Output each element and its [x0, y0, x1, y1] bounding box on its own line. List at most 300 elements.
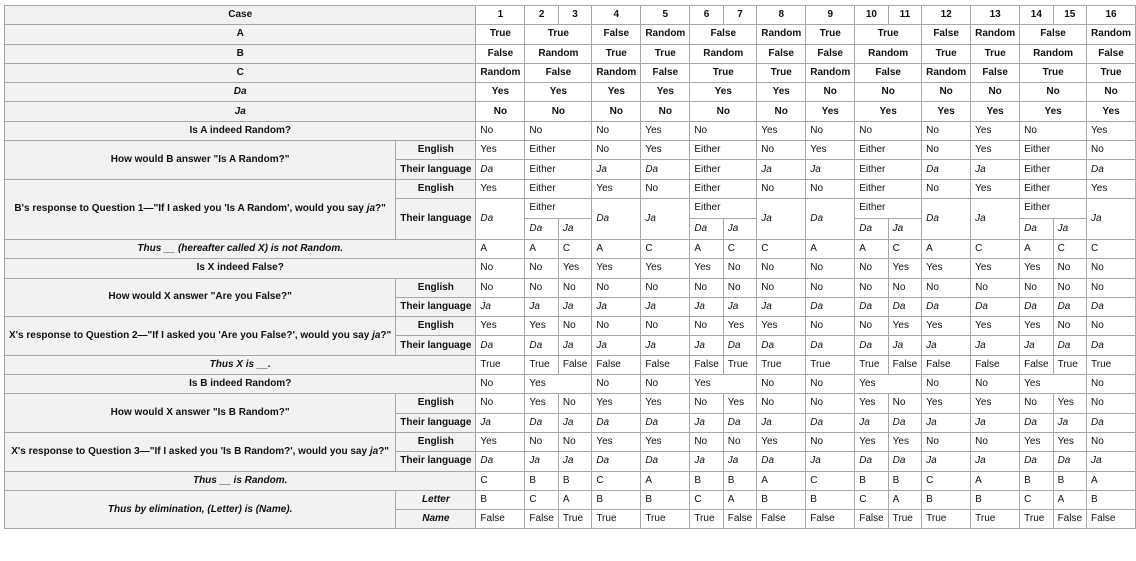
table-cell: Yes — [476, 179, 525, 198]
table-cell: Ja — [476, 413, 525, 432]
table-cell: Yes — [971, 259, 1020, 278]
table-cell: C — [723, 239, 756, 258]
table-cell: Either — [690, 179, 757, 198]
table-cell: Ja — [558, 297, 591, 316]
table-cell: B — [723, 471, 756, 490]
case-number: 6 — [690, 6, 723, 25]
table-cell: True — [525, 355, 558, 374]
table-cell: Da — [888, 413, 921, 432]
table-cell-either: Either — [1020, 199, 1086, 219]
row-label: Is A indeed Random? — [5, 121, 476, 140]
table-cell: True — [723, 355, 756, 374]
table-cell-either: Either — [525, 199, 591, 219]
table-cell: Yes — [723, 317, 756, 336]
table-cell: True — [641, 510, 690, 529]
table-cell: Ja — [723, 297, 756, 316]
row-label: C — [5, 63, 476, 82]
case-value: Yes — [922, 102, 971, 121]
row-group-label-ja: ja — [366, 203, 376, 215]
table-cell: No — [971, 375, 1020, 394]
table-cell: No — [558, 432, 591, 451]
table-cell: Da — [1053, 452, 1086, 471]
table-cell: C — [641, 239, 690, 258]
table-cell: Ja — [525, 297, 558, 316]
row-label: Da — [5, 83, 476, 102]
case-value: Yes — [1020, 102, 1087, 121]
table-cell: Da — [806, 198, 855, 239]
case-value: Random — [757, 25, 806, 44]
table-row — [5, 25, 1136, 44]
table-cell: No — [690, 121, 757, 140]
row-sublabel: English — [396, 317, 476, 336]
case-number: 10 — [855, 6, 888, 25]
table-cell: Yes — [592, 179, 641, 198]
table-cell: Ja — [971, 452, 1020, 471]
table-row — [5, 6, 1136, 25]
row-sublabel: Their language — [396, 297, 476, 316]
table-cell: True — [757, 355, 806, 374]
table-cell: No — [1087, 259, 1136, 278]
case-value: Yes — [690, 83, 757, 102]
row-sublabel: Their language — [396, 413, 476, 432]
table-cell: B — [525, 471, 558, 490]
table-cell: True — [558, 510, 591, 529]
table-cell: Yes — [971, 121, 1020, 140]
table-row — [5, 259, 1136, 278]
case-number: 13 — [971, 6, 1020, 25]
table-cell: Ja — [855, 413, 888, 432]
case-value: Random — [971, 25, 1020, 44]
case-value: No — [592, 102, 641, 121]
table-cell: B — [757, 490, 806, 509]
table-cell: Da — [641, 413, 690, 432]
table-cell: True — [1087, 355, 1136, 374]
row-label: Case — [5, 6, 476, 25]
case-value: False — [1020, 25, 1087, 44]
table-row — [5, 355, 1136, 374]
table-cell: No — [690, 432, 723, 451]
table-cell: No — [1087, 278, 1136, 297]
table-cell: Either — [855, 179, 922, 198]
table-cell: Yes — [971, 141, 1020, 160]
case-number: 14 — [1020, 6, 1053, 25]
table-cell: Ja — [641, 297, 690, 316]
table-cell: A — [888, 490, 921, 509]
table-cell: Da — [641, 452, 690, 471]
table-cell: False — [757, 510, 806, 529]
table-cell: Da — [476, 160, 525, 179]
case-value: Random — [806, 63, 855, 82]
table-cell: B — [476, 490, 525, 509]
table-cell: Da — [855, 452, 888, 471]
table-cell: No — [806, 179, 855, 198]
table-cell: False — [476, 510, 525, 529]
table-cell: Ja — [690, 297, 723, 316]
table-cell: Either — [855, 141, 922, 160]
table-cell: Da — [1087, 297, 1136, 316]
table-cell: True — [855, 355, 888, 374]
table-cell: No — [1053, 278, 1086, 297]
table-cell: Da — [806, 413, 855, 432]
case-value: Yes — [592, 83, 641, 102]
table-cell: C — [1087, 239, 1136, 258]
table-cell-subvalue: Ja — [1053, 219, 1086, 239]
case-value: True — [757, 63, 806, 82]
table-cell: No — [476, 259, 525, 278]
case-value: No — [855, 83, 922, 102]
table-cell: No — [806, 394, 855, 413]
table-cell: Da — [525, 336, 558, 355]
table-cell: Yes — [641, 121, 690, 140]
table-cell: No — [476, 375, 525, 394]
table-cell: B — [592, 490, 641, 509]
table-cell: False — [525, 510, 558, 529]
table-cell: Ja — [476, 297, 525, 316]
table-cell: False — [1087, 510, 1136, 529]
table-cell: No — [757, 394, 806, 413]
row-label: Thus __ (hereafter called X) is not Random. — [5, 239, 476, 258]
table-cell: Yes — [806, 141, 855, 160]
table-cell: Yes — [690, 259, 723, 278]
case-value: No — [757, 102, 806, 121]
table-cell: Yes — [1087, 121, 1136, 140]
table-row — [5, 239, 1136, 258]
table-cell-split — [1020, 198, 1087, 239]
table-cell: Ja — [592, 336, 641, 355]
table-cell: A — [525, 239, 558, 258]
table-cell: True — [806, 355, 855, 374]
row-sublabel: English — [396, 432, 476, 451]
table-cell: No — [476, 394, 525, 413]
table-cell: No — [1087, 394, 1136, 413]
table-cell: Ja — [806, 160, 855, 179]
table-cell: Ja — [690, 336, 723, 355]
table-cell: Ja — [558, 413, 591, 432]
table-cell: C — [1053, 239, 1086, 258]
table-cell: No — [757, 259, 806, 278]
table-cell: A — [723, 490, 756, 509]
row-label: Thus __ is Random. — [5, 471, 476, 490]
table-cell: No — [1087, 317, 1136, 336]
table-cell: No — [641, 375, 690, 394]
table-cell: Yes — [922, 259, 971, 278]
table-cell: Yes — [641, 259, 690, 278]
table-cell: Da — [525, 413, 558, 432]
table-cell: A — [690, 239, 723, 258]
table-cell: A — [922, 239, 971, 258]
table-cell: No — [1020, 121, 1087, 140]
table-row — [5, 432, 1136, 451]
table-cell: B — [1020, 471, 1053, 490]
table-cell: Ja — [558, 336, 591, 355]
case-value: Yes — [806, 102, 855, 121]
table-cell: Yes — [723, 394, 756, 413]
table-cell-subvalue: Ja — [723, 219, 756, 239]
table-cell: True — [922, 510, 971, 529]
table-cell: Yes — [1020, 259, 1053, 278]
case-value: False — [690, 25, 757, 44]
table-cell: No — [806, 317, 855, 336]
table-cell: No — [806, 278, 855, 297]
table-cell: C — [1020, 490, 1053, 509]
table-cell: Yes — [1020, 432, 1053, 451]
table-cell: No — [641, 179, 690, 198]
case-value: True — [525, 25, 592, 44]
table-cell: C — [888, 239, 921, 258]
table-cell: True — [592, 510, 641, 529]
table-cell: Yes — [757, 121, 806, 140]
table-cell: No — [855, 259, 888, 278]
table-cell: Yes — [1053, 432, 1086, 451]
table-cell: Yes — [592, 259, 641, 278]
table-cell: C — [971, 239, 1020, 258]
table-cell: B — [855, 471, 888, 490]
case-value: No — [1087, 83, 1136, 102]
table-cell-subvalue: Da — [859, 222, 873, 234]
case-value: False — [855, 63, 922, 82]
row-sublabel: English — [396, 278, 476, 297]
table-row — [5, 83, 1136, 102]
row-group-label-end: ?" — [375, 203, 386, 215]
row-group-label: How would X answer "Is B Random?" — [5, 394, 396, 433]
case-value: Yes — [855, 102, 922, 121]
case-value: True — [855, 25, 922, 44]
table-cell: Da — [757, 452, 806, 471]
table-cell: Yes — [476, 317, 525, 336]
table-cell: Da — [476, 336, 525, 355]
table-cell: Da — [806, 336, 855, 355]
case-value: Random — [641, 25, 690, 44]
table-cell: True — [690, 510, 723, 529]
table-cell: False — [558, 355, 591, 374]
table-cell: Yes — [476, 432, 525, 451]
table-cell: Yes — [1020, 375, 1087, 394]
table-cell: True — [1020, 510, 1053, 529]
table-cell: A — [558, 490, 591, 509]
table-cell: Yes — [592, 432, 641, 451]
table-cell: No — [922, 278, 971, 297]
table-cell: Yes — [525, 394, 558, 413]
table-cell: Ja — [971, 336, 1020, 355]
table-cell: Ja — [971, 160, 1020, 179]
row-sublabel: Their language — [396, 336, 476, 355]
case-value: Random — [690, 44, 757, 63]
case-number: 15 — [1053, 6, 1086, 25]
table-cell: Ja — [757, 413, 806, 432]
table-cell: No — [922, 141, 971, 160]
case-value: Random — [855, 44, 922, 63]
table-cell: C — [690, 490, 723, 509]
table-cell: No — [806, 432, 855, 451]
row-sublabel: Letter — [396, 490, 476, 509]
case-value: False — [592, 25, 641, 44]
case-value: No — [525, 102, 592, 121]
table-cell: C — [922, 471, 971, 490]
table-cell: Yes — [641, 141, 690, 160]
table-cell: Ja — [641, 198, 690, 239]
table-cell: Ja — [1020, 336, 1053, 355]
table-cell: False — [806, 510, 855, 529]
table-cell: Da — [757, 336, 806, 355]
case-value: True — [971, 44, 1020, 63]
table-row — [5, 179, 1136, 198]
table-cell: Yes — [757, 432, 806, 451]
table-cell: Yes — [888, 432, 921, 451]
table-cell-split — [690, 198, 757, 239]
table-cell: No — [1087, 375, 1136, 394]
case-value: True — [592, 44, 641, 63]
table-cell: No — [592, 121, 641, 140]
row-group-label-end: ?" — [378, 445, 390, 457]
row-sublabel: Name — [396, 510, 476, 529]
table-cell: B — [888, 471, 921, 490]
case-value: No — [690, 102, 757, 121]
table-cell: Either — [690, 160, 757, 179]
table-cell-subvalue: Ja — [888, 219, 921, 239]
row-label: A — [5, 25, 476, 44]
table-cell: Da — [641, 160, 690, 179]
table-cell: Yes — [855, 375, 922, 394]
table-cell: Ja — [558, 452, 591, 471]
table-cell: Da — [723, 336, 756, 355]
case-number: 16 — [1087, 6, 1136, 25]
table-cell: Either — [525, 160, 592, 179]
case-value: True — [476, 25, 525, 44]
table-cell: Yes — [1020, 317, 1053, 336]
table-cell: Da — [476, 198, 525, 239]
table-row — [5, 471, 1136, 490]
case-number: 7 — [723, 6, 756, 25]
truth-table-container — [4, 5, 1136, 529]
table-cell: Yes — [641, 432, 690, 451]
table-cell: Ja — [690, 452, 723, 471]
case-value: Random — [1020, 44, 1087, 63]
table-cell: False — [971, 355, 1020, 374]
table-cell: False — [888, 355, 921, 374]
table-cell: Yes — [1053, 394, 1086, 413]
table-cell: No — [525, 121, 592, 140]
case-value: True — [690, 63, 757, 82]
table-cell: False — [641, 355, 690, 374]
case-value: False — [971, 63, 1020, 82]
table-cell: No — [690, 317, 723, 336]
table-cell: No — [1020, 278, 1053, 297]
table-cell: No — [476, 278, 525, 297]
table-cell: C — [592, 471, 641, 490]
table-cell: Da — [592, 413, 641, 432]
table-cell: Ja — [922, 413, 971, 432]
table-cell-subvalue: Ja — [558, 219, 591, 239]
table-cell: No — [757, 375, 806, 394]
table-cell: Yes — [690, 375, 757, 394]
table-cell: Da — [592, 452, 641, 471]
table-cell: A — [476, 239, 525, 258]
table-cell: Either — [525, 141, 592, 160]
row-group-label: Thus by elimination, (Letter) is (Name). — [5, 490, 396, 529]
case-value: False — [806, 44, 855, 63]
row-label: Is B indeed Random? — [5, 375, 476, 394]
table-cell: No — [525, 432, 558, 451]
case-value: No — [806, 83, 855, 102]
table-cell: Da — [855, 297, 888, 316]
case-value: No — [922, 83, 971, 102]
table-cell: True — [1053, 355, 1086, 374]
table-cell: C — [855, 490, 888, 509]
case-value: Random — [592, 63, 641, 82]
table-cell: No — [723, 278, 756, 297]
case-value: True — [1087, 63, 1136, 82]
table-cell: Ja — [592, 160, 641, 179]
table-cell: Yes — [971, 317, 1020, 336]
table-cell: A — [855, 239, 888, 258]
table-cell: A — [641, 471, 690, 490]
table-cell: Ja — [757, 160, 806, 179]
table-row — [5, 394, 1136, 413]
table-cell: No — [558, 394, 591, 413]
table-cell: Yes — [641, 394, 690, 413]
table-cell: No — [922, 121, 971, 140]
table-cell: Ja — [971, 413, 1020, 432]
case-value: No — [971, 83, 1020, 102]
row-group-label-end: ?" — [380, 329, 392, 341]
case-value: No — [641, 102, 690, 121]
table-cell: Ja — [1087, 452, 1136, 471]
case-number: 2 — [525, 6, 558, 25]
row-group-label — [5, 317, 396, 356]
table-cell: No — [690, 278, 723, 297]
table-cell: No — [592, 317, 641, 336]
row-group-label: How would X answer "Are you False?" — [5, 278, 396, 317]
table-cell: Da — [1020, 413, 1053, 432]
table-row — [5, 317, 1136, 336]
row-sublabel: English — [396, 179, 476, 198]
table-row — [5, 490, 1136, 509]
case-value: Random — [525, 44, 592, 63]
table-cell: Ja — [723, 452, 756, 471]
table-cell-subvalue: Da — [1024, 222, 1037, 234]
table-cell: Yes — [855, 394, 888, 413]
table-cell: No — [855, 121, 922, 140]
table-cell: B — [922, 490, 971, 509]
table-cell: Da — [1087, 336, 1136, 355]
table-cell: True — [476, 355, 525, 374]
table-cell: Yes — [525, 375, 592, 394]
case-value: Yes — [476, 83, 525, 102]
table-cell: No — [757, 179, 806, 198]
case-number: 1 — [476, 6, 525, 25]
truth-table — [4, 5, 1136, 529]
table-cell: Ja — [888, 336, 921, 355]
table-cell: False — [922, 355, 971, 374]
table-cell: Ja — [806, 452, 855, 471]
table-cell: Da — [476, 452, 525, 471]
table-cell: Da — [1053, 336, 1086, 355]
table-cell: Da — [855, 336, 888, 355]
table-cell: B — [558, 471, 591, 490]
table-cell: Ja — [1053, 413, 1086, 432]
case-number: 8 — [757, 6, 806, 25]
table-cell: Da — [1053, 297, 1086, 316]
table-cell: Yes — [476, 141, 525, 160]
table-cell-either: Either — [690, 199, 756, 219]
table-cell: Da — [592, 198, 641, 239]
table-cell: No — [922, 432, 971, 451]
table-cell: Yes — [888, 259, 921, 278]
table-cell: No — [922, 179, 971, 198]
table-cell: A — [971, 471, 1020, 490]
table-cell: Da — [888, 297, 921, 316]
table-cell: Either — [1020, 141, 1087, 160]
